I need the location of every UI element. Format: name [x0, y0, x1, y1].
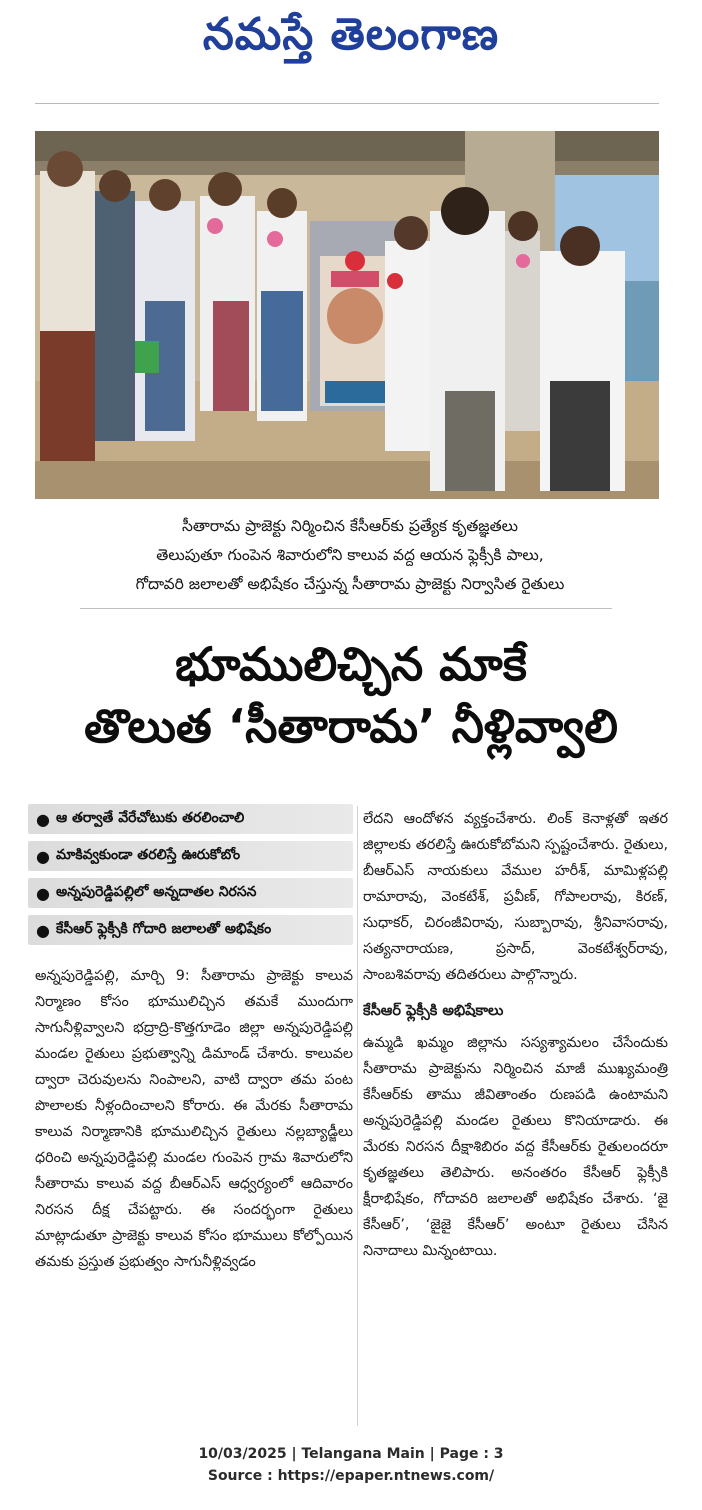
masthead — [0, 0, 702, 80]
highlight-text: ఆ తర్వాతే వేరేచోటుకు తరలించాలి — [55, 809, 245, 826]
photo-illustration — [35, 131, 659, 499]
caption-line: తెలుపుతూ గుంపెన శివారులోని కాలువ వద్ద ఆయన ఫ్లెక్సీకి పాలు, — [156, 546, 544, 564]
highlight-item — [28, 915, 353, 945]
page-footer — [0, 1443, 702, 1487]
article-paragraph: ఉమ్మడి ఖమ్మం జిల్లాను సస్యశ్యామలం చేసేందుకు సీతారామ ప్రాజెక్టును నిర్మించిన మాజీ ముఖ్యమంత్రి కేసీఆర్‌కు తాము జీవితాంతం రుణపడి ఉంటామని అన్నపురెడ్డిపల్లి మండల రైతులు కొనియాడారు. ఈ మేరకు నిరసన దీక్షాశిబిరం వద్ద కేసీఆర్‌కు రైతులందరూ కృతజ్ఞతలు తెలిపారు. అనంతరం కేసీఆర్ ఫ్లెక్సీకి క్షీరాభిషేకం, గోదావరి జలాలతో అభిషేకం చేశారు. ‘జై కేసీఆర్’, ‘జైజై కేసీఆర్’ అంటూ రైతులు చేసిన నినాదాలు మిన్నంటాయి. — [363, 1035, 668, 1259]
masthead-divider — [35, 103, 659, 104]
footer-source: Source : https://epaper.ntnews.com/ — [207, 1468, 495, 1484]
footer-edition-info: 10/03/2025 | Telangana Main | Page : 3 — [198, 1446, 504, 1462]
caption-divider — [80, 608, 612, 609]
bullet-icon: ● — [36, 809, 50, 829]
highlight-item — [28, 804, 353, 834]
highlight-text: అన్నపురెడ్డిపల్లిలో అన్నదాతల నిరసన — [55, 883, 257, 900]
highlight-item — [28, 878, 353, 908]
headline-line-2: తొలుత ‘సీతారామ’ నీళ్లివ్వాలి — [84, 699, 618, 753]
caption-line: గోదావరి జలాలతో అభిషేకం చేస్తున్న సీతారామ ప్రాజెక్టు నిర్వాసిత రైతులు — [135, 575, 565, 593]
photo-caption — [80, 512, 620, 599]
column-divider — [357, 806, 358, 1426]
newspaper-logo: నమస్తే తెలంగాణ — [202, 9, 500, 60]
highlight-text: కేసీఆర్ ఫ్లెక్సీకి గోదారి జలాలతో అభిషేకం — [55, 920, 272, 937]
news-photo — [35, 131, 659, 499]
highlight-item — [28, 841, 353, 871]
highlights-list — [28, 804, 353, 952]
caption-line: సీతారామ ప్రాజెక్టు నిర్మించిన కేసీఆర్‌కు ప్రత్యేక కృతజ్ఞతలు — [181, 517, 519, 535]
headline — [20, 633, 682, 757]
article-paragraph: లేదని ఆందోళన వ్యక్తంచేశారు. లింక్ కెనాళ్లతో ఇతర జిల్లాలకు తరలిస్తే ఊరుకోబోమని స్పష్టంచేశారు. రైతులు, బీఆర్ఎస్ నాయకులు వేముల హరీశ్, మామిళ్లపల్లి రామారావు, వెంకటేశ్, ప్రవీణ్, గోపాలరావు, కిరణ్, సుధాకర్, చిరంజీవిరావు, సుబ్బారావు, శ్రీనివాసరావు, సత్యనారాయణ, ప్రసాద్, వెంకటేశ్వర్‌రావు, సాంబశివరావు తదితరులు పాల్గొన్నారు. — [363, 811, 668, 983]
highlight-text: మాకివ్వకుండా తరలిస్తే ఊరుకోబోం — [55, 846, 241, 863]
bullet-icon: ● — [36, 883, 50, 903]
article-subhead: కేసీఆర్ ఫ్లెక్సీకి అభిషేకాలు — [363, 1003, 504, 1019]
article-column-right — [363, 806, 668, 1264]
bullet-icon: ● — [36, 846, 50, 866]
headline-line-1: భూములిచ్చిన మాకే — [175, 637, 527, 691]
article-column-left — [35, 963, 353, 1275]
article-paragraph: అన్నపురెడ్డిపల్లి, మార్చి 9: సీతారామ ప్రాజెక్టు కాలువ నిర్మాణం కోసం భూములిచ్చిన తమకే ముందుగా సాగునీళ్లివ్వాలని భద్రాద్రి-కొత్తగూడెం జిల్లా అన్నపురెడ్డిపల్లి మండల రైతులు ప్రభుత్వాన్ని డిమాండ్ చేశారు. కాలువల ద్వారా చెరువులను నింపాలని, వాటి ద్వారా తమ పంట పొలాలకు నీళ్లందించాలని కోరారు. ఈ మేరకు సీతారామ కాలువ నిర్మాణానికి భూములిచ్చిన రైతులు నల్లబ్యాడ్జీలు ధరించి అన్నపురెడ్డిపల్లి మండల గుంపెన గ్రామ శివారులోని సీతారామ కాలువ వద్ద బీఆర్ఎస్ ఆధ్వర్యంలో ఆదివారం నిరసన దీక్ష చేపట్టారు. ఈ సందర్భంగా రైతులు మాట్లాడుతూ ప్రాజెక్టు కాలువ కోసం భూములు కోల్పోయిన తమకు ప్రస్తుత ప్రభుత్వం సాగునీళ్లివ్వడం — [35, 968, 353, 1270]
bullet-icon: ● — [36, 920, 50, 940]
